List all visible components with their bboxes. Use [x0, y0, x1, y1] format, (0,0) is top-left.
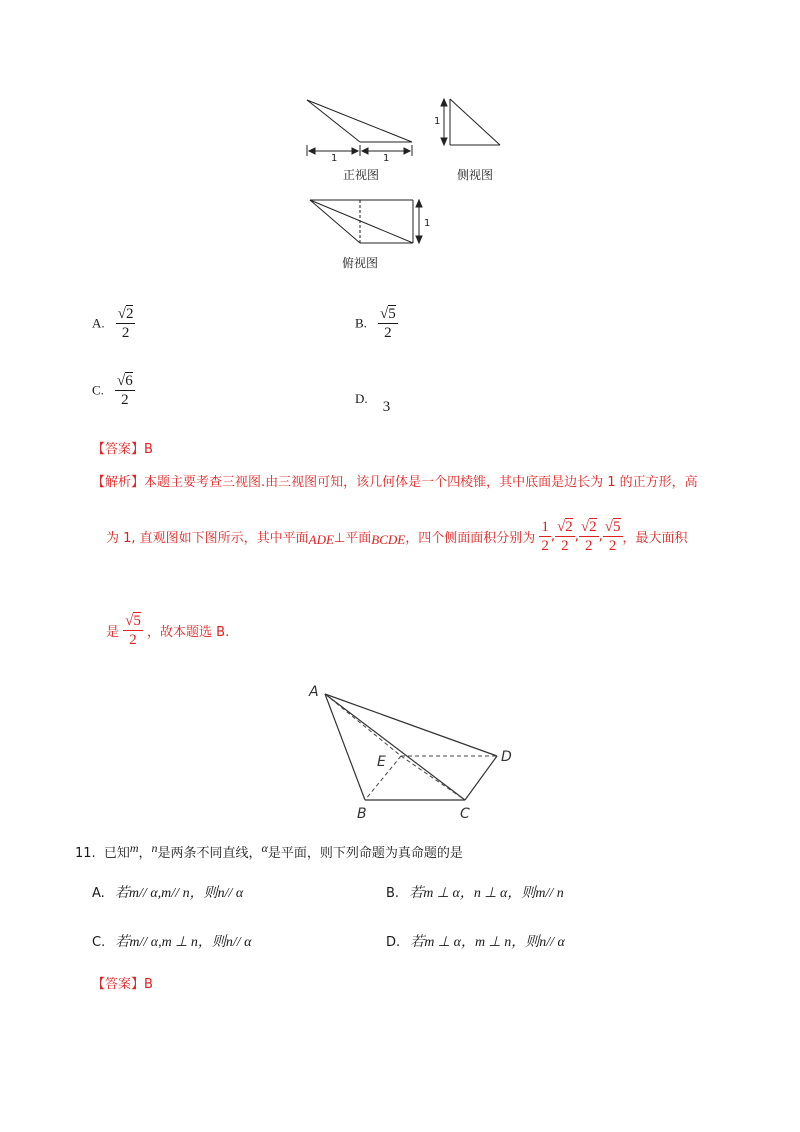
area-2-num: 2: [565, 519, 573, 535]
max-area: $\frac{√5}{2}$: [125, 613, 141, 648]
max-area-den: 2: [129, 632, 137, 648]
option-c: [92, 372, 135, 409]
option-d-letter: D.: [355, 391, 368, 406]
area-2-den: 2: [561, 538, 569, 554]
q11-stem: [75, 842, 463, 861]
option-a: [92, 305, 135, 342]
option-a-den: 2: [121, 325, 130, 341]
area-4: $\frac{√5}{2}$: [604, 519, 621, 554]
vertex-e: E: [377, 754, 386, 770]
area-4-den: 2: [608, 538, 617, 554]
area-3-num: 2: [589, 519, 597, 535]
vertex-b: B: [357, 806, 367, 822]
option-b-den: 2: [384, 325, 392, 341]
q11-n: n: [151, 841, 158, 855]
perp-text: ⊥平面: [333, 531, 372, 546]
q11-option-b-text: 若m ⊥ α，n ⊥ α，则m// n: [409, 886, 564, 901]
q11-option-c: [92, 931, 252, 951]
q11-comma: ，: [138, 846, 152, 861]
q11-m: m: [129, 841, 139, 855]
max-area-num: 5: [133, 613, 141, 629]
analysis-line2-b: ，四个侧面面积分别为: [405, 531, 536, 546]
q10-analysis-line1: 【解析】本题主要考查三视图.由三视图可知，该几何体是一个四棱锥，其中底面是边长为 1 的正方形，高: [92, 475, 698, 490]
edge-ab: [325, 694, 365, 800]
option-b: [355, 305, 398, 342]
area-3-den: 2: [585, 538, 593, 554]
q11-option-b: [386, 882, 564, 902]
option-c-den: 2: [121, 392, 129, 408]
option-a-fraction: $\frac{√2}{2}$: [117, 306, 134, 341]
q11-number: 11.: [75, 846, 96, 861]
q10-analysis-line2: 为 1, 直观图如下图所示，其中平面ADE⊥平面BCDE，四个侧面面积分别为 $\frac{1}{2}$ , $\frac{√2}{2}$ , $\frac{√2}{2}$ , $\frac{√5}{2}$ ，最大面积: [106, 519, 688, 554]
area-1: [539, 518, 551, 555]
option-a-radicand: 2: [125, 306, 134, 322]
q11-alpha: α: [261, 841, 268, 855]
q11-option-d-text: 若m ⊥ α，m ⊥ n，则n// α: [410, 935, 565, 950]
vertex-d: D: [501, 749, 512, 765]
q11-option-c-letter: C.: [92, 935, 106, 950]
area-3: $\frac{√2}{2}$: [580, 519, 597, 554]
q11-stem-a: 已知: [103, 846, 130, 861]
analysis-line2-c: ，最大面积: [622, 531, 688, 546]
analysis-line2-a: 为 1, 直观图如下图所示，其中平面: [106, 531, 309, 546]
front-view: [307, 100, 412, 156]
edge-ad: [325, 694, 497, 756]
q11-option-d: [386, 931, 565, 951]
plane-bcde: BCDE: [371, 532, 406, 547]
top-view: [310, 200, 422, 243]
edge-cd: [465, 756, 497, 800]
three-view-figure: [295, 90, 515, 275]
side-view: [441, 99, 500, 145]
area-2: $\frac{√2}{2}$: [557, 519, 573, 554]
q11-option-d-letter: D.: [386, 935, 401, 950]
area-4-num: 5: [613, 519, 621, 535]
q10-analysis-line3: [106, 612, 229, 649]
q11-option-a-letter: A.: [92, 886, 105, 901]
q11-option-b-letter: B.: [386, 886, 400, 901]
q10-answer: 【答案】B: [92, 442, 153, 457]
option-d: [355, 388, 391, 415]
edge-ac: [325, 694, 465, 800]
q11-option-a-text: 若m// α,m// n，则n// α: [114, 886, 244, 901]
option-a-letter: A.: [92, 315, 105, 331]
plane-ade: ADE: [308, 532, 334, 547]
option-b-radicand: 5: [388, 306, 396, 322]
front-dim-left: 1: [331, 153, 338, 164]
option-d-value: 3: [382, 399, 391, 415]
q11-stem-c: 是平面，则下列命题为真命题的是: [267, 846, 463, 861]
edge-ec: [401, 756, 465, 800]
analysis-line3-a: 是: [106, 625, 120, 640]
option-c-radicand: 6: [125, 373, 133, 389]
top-dim: 1: [424, 218, 431, 229]
side-dim: 1: [434, 116, 441, 127]
q11-stem-b: 是两条不同直线，: [157, 846, 262, 861]
area-1-den: 2: [541, 538, 549, 554]
q11-option-a: [92, 882, 243, 902]
front-view-label: 正视图: [343, 168, 380, 182]
pyramid-figure: [305, 680, 525, 825]
option-c-letter: C.: [92, 382, 104, 398]
option-c-fraction: $\frac{√6}{2}$: [117, 373, 133, 408]
front-dim-right: 1: [383, 153, 390, 164]
option-b-fraction: $\frac{√5}{2}$: [380, 306, 396, 341]
option-b-letter: B.: [355, 315, 367, 331]
vertex-a: A: [309, 684, 319, 700]
q11-answer: 【答案】B: [92, 977, 153, 992]
area-1-num: 1: [541, 519, 549, 535]
side-view-label: 侧视图: [457, 168, 494, 182]
vertex-c: C: [460, 806, 470, 822]
top-view-label: 俯视图: [342, 256, 379, 270]
analysis-line3-b: ，故本题选 B.: [147, 625, 230, 640]
q11-option-c-text: 若m// α,m ⊥ n，则n// α: [115, 935, 252, 950]
